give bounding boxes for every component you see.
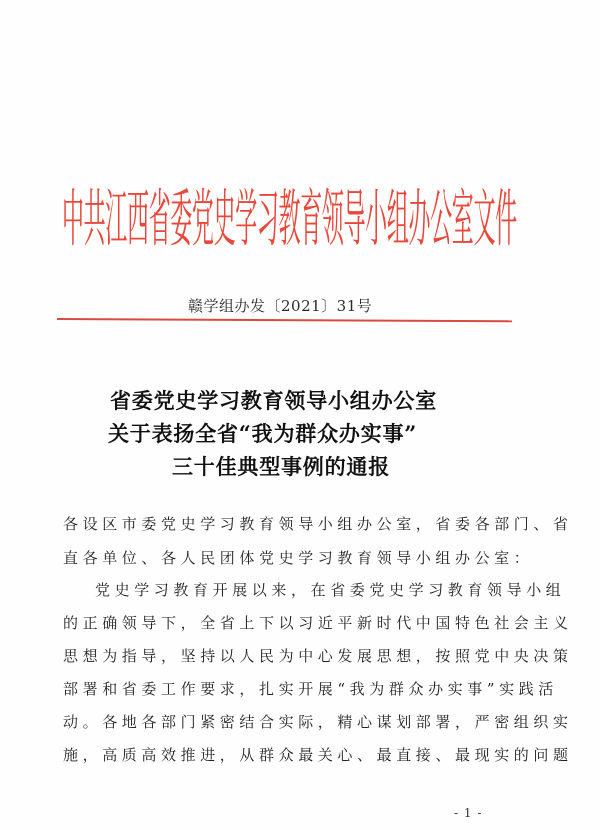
body-line: 思想为指导，坚持以人民为中心发展思想，按照党中央决策 <box>63 647 573 665</box>
body-line: 施，高质高效推进，从群众最关心、最直接、最现实的问题 <box>63 746 573 764</box>
title-line-2: 关于表扬全省“我为群众办实事” <box>108 421 418 446</box>
body-line-recipients-1: 各设区市委党史学习教育领导小组办公室，省委各部门、省 <box>63 515 573 533</box>
title-line-1: 省委党史学习教育领导小组办公室 <box>110 388 437 413</box>
body-line: 的正确领导下，全省上下以习近平新时代中国特色社会主义 <box>63 614 573 632</box>
body-line-paragraph-start: 党史学习教育开展以来，在省委党史学习教育领导小组 <box>95 581 566 599</box>
page-number: - 1 - <box>454 806 483 820</box>
body-line: 部署和省委工作要求，扎实开展“我为群众办实事”实践活 <box>63 680 558 698</box>
document-number: 赣学组办发〔2021〕31号 <box>188 297 373 315</box>
red-separator-line <box>57 318 512 322</box>
body-line-recipients-2: 直各单位、各人民团体党史学习教育领导小组办公室： <box>63 549 534 567</box>
body-line: 动。各地各部门紧密结合实际，精心谋划部署，严密组织实 <box>63 713 573 731</box>
title-line-3: 三十佳典型事例的通报 <box>172 454 390 479</box>
red-header <box>62 182 517 255</box>
issuing-office-title: 中共江西省委党史学习教育领导小组办公室文件 <box>62 182 517 255</box>
